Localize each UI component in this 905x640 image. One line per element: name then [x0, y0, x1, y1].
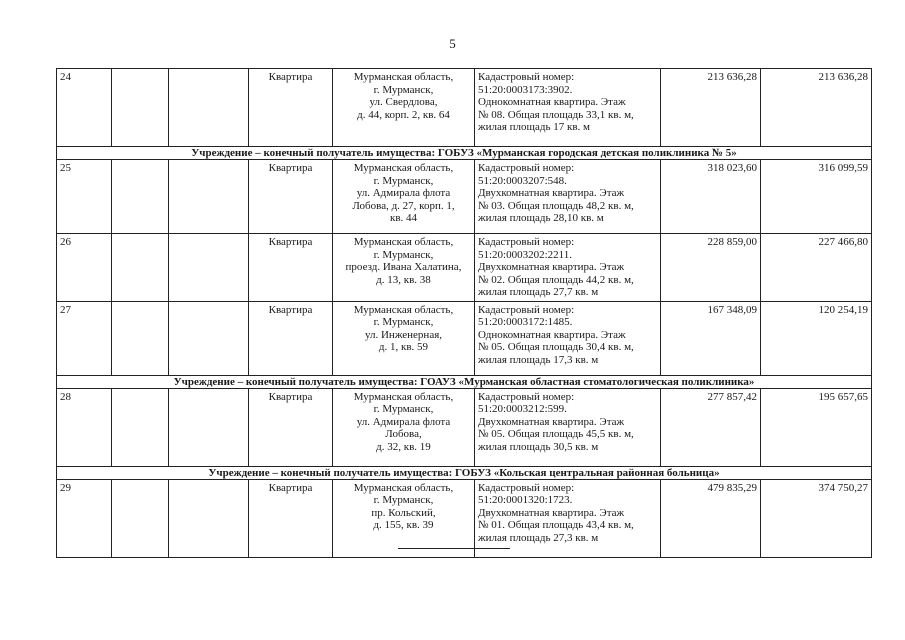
row-number: 29	[57, 479, 112, 557]
object-description	[475, 388, 661, 466]
table-row	[57, 234, 872, 302]
description-line: № 05. Общая площадь 30,4 кв. м,	[478, 341, 634, 353]
object-description	[475, 479, 661, 557]
description-line: жилая площадь 27,3 кв. м	[478, 531, 599, 544]
address-line: ул. Адмирала флота	[356, 415, 451, 428]
object-type: Квартира	[249, 388, 333, 466]
description-line: Кадастровый номер:	[478, 236, 575, 248]
description-line: Кадастровый номер:	[478, 162, 575, 174]
row-number: 26	[57, 234, 112, 302]
description-line: № 08. Общая площадь 33,1 кв. м,	[478, 108, 634, 121]
object-type: Квартира	[249, 160, 333, 234]
address-line: ул. Инженерная,	[364, 328, 443, 341]
description-line: № 05. Общая площадь 45,5 кв. м,	[478, 428, 634, 440]
address-line: проезд. Ивана Халатина,	[345, 261, 462, 273]
description-line: Двухкомнатная квартира. Этаж	[478, 415, 625, 428]
description-line: Двухкомнатная квартира. Этаж	[478, 506, 625, 519]
address-line: г. Мурманск,	[373, 403, 434, 415]
object-address	[333, 234, 475, 302]
residual-value: 227 466,80	[761, 234, 872, 302]
empty-cell	[169, 160, 249, 234]
balance-value: 277 857,42	[661, 388, 761, 466]
description-line: жилая площадь 30,5 кв. м	[478, 440, 599, 453]
description-line: Кадастровый номер:	[478, 303, 575, 316]
description-line: 51:20:0003207:548.	[478, 174, 567, 187]
description-line: жилая площадь 27,7 кв. м	[478, 286, 599, 298]
organization-header: Учреждение – конечный получатель имущества: ГОБУЗ «Кольская центральная районная больница»	[57, 466, 872, 479]
organization-header-row	[57, 466, 872, 479]
balance-value: 318 023,60	[661, 160, 761, 234]
empty-cell	[112, 69, 169, 147]
description-line: 51:20:0003212:599.	[478, 403, 567, 415]
row-number: 24	[57, 69, 112, 147]
empty-cell	[112, 388, 169, 466]
description-line: Кадастровый номер:	[478, 71, 575, 83]
table-row	[57, 301, 872, 375]
table-row	[57, 160, 872, 234]
address-line: д. 1, кв. 59	[378, 341, 429, 353]
object-description	[475, 301, 661, 375]
address-line: ул. Свердлова,	[369, 96, 438, 108]
object-address	[333, 301, 475, 375]
table-row	[57, 479, 872, 557]
address-line: Мурманская область,	[353, 71, 454, 83]
address-line: Лобова,	[385, 428, 422, 440]
description-line: жилая площадь 28,10 кв. м	[478, 212, 604, 224]
organization-header-row	[57, 375, 872, 388]
description-line: жилая площадь 17 кв. м	[478, 121, 591, 133]
row-number: 27	[57, 301, 112, 375]
description-line: 51:20:0003173:3902.	[478, 83, 573, 96]
empty-cell	[169, 69, 249, 147]
object-type: Квартира	[249, 479, 333, 557]
organization-header: Учреждение – конечный получатель имущества: ГОБУЗ «Мурманская городская детская поликлиника № 5»	[57, 147, 872, 160]
empty-cell	[112, 479, 169, 557]
description-line: № 03. Общая площадь 48,2 кв. м,	[478, 199, 634, 212]
address-line: Мурманская область,	[353, 162, 454, 174]
address-line: г. Мурманск,	[373, 316, 434, 328]
description-line: Двухкомнатная квартира. Этаж	[478, 187, 625, 199]
object-type: Квартира	[249, 301, 333, 375]
balance-value: 479 835,29	[661, 479, 761, 557]
address-line: д. 44, корп. 2, кв. 64	[357, 108, 450, 121]
address-line: г. Мурманск,	[373, 248, 434, 261]
empty-cell	[112, 160, 169, 234]
balance-value: 167 348,09	[661, 301, 761, 375]
organization-header: Учреждение – конечный получатель имущества: ГОАУЗ «Мурманская областная стоматологическая поликлиника»	[57, 375, 872, 388]
address-line: Лобова, д. 27, корп. 1,	[352, 199, 455, 212]
organization-header-row	[57, 147, 872, 160]
address-line: кв. 44	[389, 212, 418, 224]
address-line: Мурманская область,	[353, 390, 454, 403]
address-line: ул. Адмирала флота	[356, 187, 451, 199]
description-line: Однокомнатная квартира. Этаж	[478, 328, 626, 341]
description-line: Кадастровый номер:	[478, 481, 575, 494]
page-number: 5	[449, 36, 456, 51]
property-registry-table	[56, 68, 872, 558]
table-row	[57, 69, 872, 147]
residual-value: 316 099,59	[761, 160, 872, 234]
object-description	[475, 69, 661, 147]
address-line: г. Мурманск,	[373, 174, 434, 187]
description-line: № 02. Общая площадь 44,2 кв. м,	[478, 273, 634, 286]
residual-value: 195 657,65	[761, 388, 872, 466]
object-address	[333, 69, 475, 147]
object-address	[333, 160, 475, 234]
footer-rule	[398, 548, 510, 549]
address-line: Мурманская область,	[353, 303, 454, 316]
address-line: Мурманская область,	[353, 236, 454, 248]
balance-value: 228 859,00	[661, 234, 761, 302]
empty-cell	[169, 479, 249, 557]
object-type: Квартира	[249, 69, 333, 147]
object-address	[333, 388, 475, 466]
table-row	[57, 388, 872, 466]
empty-cell	[169, 388, 249, 466]
empty-cell	[169, 234, 249, 302]
description-line: № 01. Общая площадь 43,4 кв. м,	[478, 519, 634, 531]
address-line: д. 155, кв. 39	[373, 519, 434, 531]
residual-value: 120 254,19	[761, 301, 872, 375]
address-line: г. Мурманск,	[373, 494, 434, 506]
object-address	[333, 479, 475, 557]
row-number: 28	[57, 388, 112, 466]
description-line: Кадастровый номер:	[478, 390, 575, 403]
address-line: д. 32, кв. 19	[376, 440, 431, 453]
row-number: 25	[57, 160, 112, 234]
empty-cell	[169, 301, 249, 375]
description-line: 51:20:0003172:1485.	[478, 316, 573, 328]
address-line: д. 13, кв. 38	[376, 273, 431, 286]
object-type: Квартира	[249, 234, 333, 302]
registry-body	[57, 69, 872, 558]
description-line: 51:20:0001320:1723.	[478, 494, 573, 506]
address-line: Мурманская область,	[353, 481, 454, 494]
description-line: Двухкомнатная квартира. Этаж	[478, 261, 625, 273]
description-line: 51:20:0003202:2211.	[478, 248, 573, 261]
residual-value: 213 636,28	[761, 69, 872, 147]
object-description	[475, 160, 661, 234]
description-line: жилая площадь 17,3 кв. м	[478, 353, 599, 366]
residual-value: 374 750,27	[761, 479, 872, 557]
empty-cell	[112, 301, 169, 375]
empty-cell	[112, 234, 169, 302]
description-line: Однокомнатная квартира. Этаж	[478, 96, 626, 108]
address-line: пр. Кольский,	[371, 506, 436, 519]
address-line: г. Мурманск,	[373, 83, 434, 96]
object-description	[475, 234, 661, 302]
balance-value: 213 636,28	[661, 69, 761, 147]
